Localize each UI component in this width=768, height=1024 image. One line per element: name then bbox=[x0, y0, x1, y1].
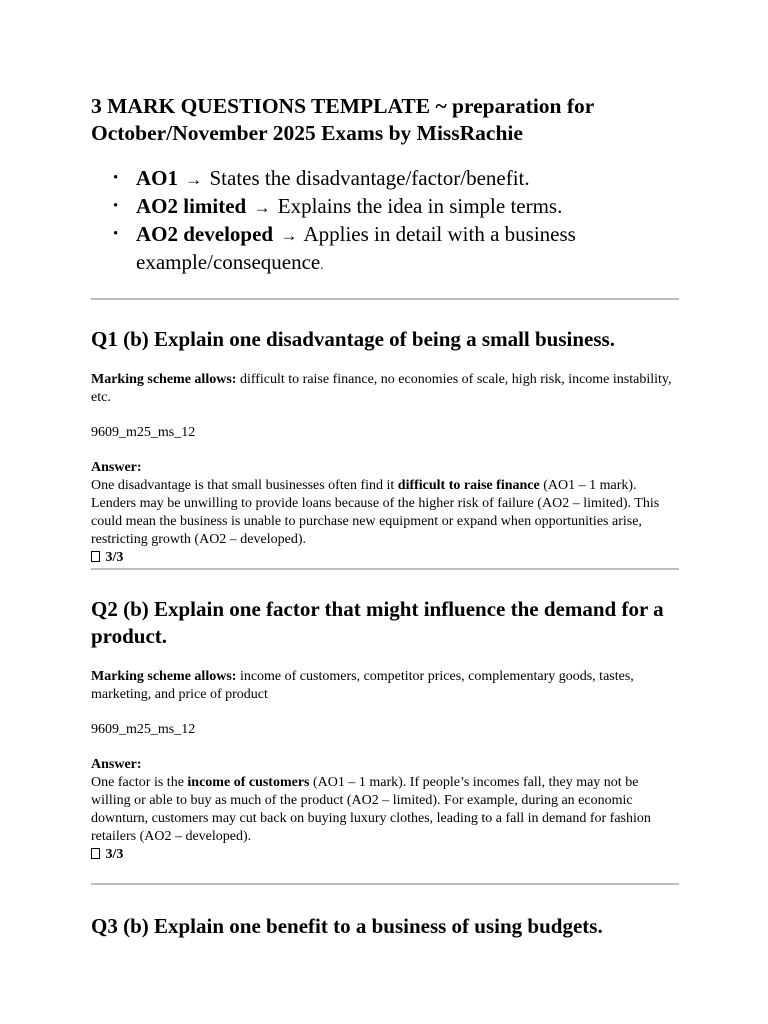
criteria-code: AO2 limited bbox=[136, 194, 247, 218]
checkmark-icon bbox=[91, 551, 100, 562]
right-arrow-icon: → bbox=[185, 170, 203, 189]
answer-text-pre: One disadvantage is that small businesses often find it bbox=[91, 478, 398, 493]
marking-scheme-text: difficult to raise finance, no economies of scale, high risk, income instability, etc. bbox=[91, 372, 672, 405]
answer-key-point: income of customers bbox=[187, 775, 310, 790]
question-heading: Q2 (b) Explain one factor that might influence the demand for a product. bbox=[91, 597, 664, 648]
answer-text-post: (AO1 – 1 mark). If people’s incomes fall, they may not be willing or able to buy as much of the product (AO2 – limited). For example, during an economic downturn, customers may cut back on buying luxury clothes, leading to a fall in demand for fashion retailers (AO2 – developed). bbox=[91, 775, 651, 844]
section-divider bbox=[91, 298, 679, 300]
score-line bbox=[91, 549, 679, 567]
answer-label: Answer: bbox=[91, 460, 142, 475]
assessment-criteria-list bbox=[91, 165, 679, 278]
marking-scheme-text: income of customers, competitor prices, complementary goods, tastes, marketing, and price of product bbox=[91, 669, 634, 702]
right-arrow-icon: → bbox=[280, 226, 298, 245]
score-value: 3/3 bbox=[105, 550, 124, 565]
answer-label: Answer: bbox=[91, 757, 142, 772]
criteria-end-punctuation: . bbox=[320, 257, 324, 272]
marking-scheme bbox=[91, 371, 679, 407]
marking-scheme-label: Marking scheme allows: bbox=[91, 372, 237, 387]
checkmark-icon bbox=[91, 848, 100, 859]
section-divider bbox=[91, 568, 679, 570]
document-content bbox=[91, 93, 679, 940]
criteria-item-ao2-developed bbox=[91, 221, 679, 278]
question-3 bbox=[91, 913, 679, 940]
answer-text-pre: One factor is the bbox=[91, 775, 188, 790]
answer-body bbox=[91, 774, 679, 846]
answer-key-point: difficult to raise finance bbox=[397, 478, 540, 493]
answer-body bbox=[91, 477, 679, 549]
criteria-code: AO1 bbox=[136, 166, 178, 190]
score-line bbox=[91, 846, 679, 864]
paper-code: 9609_m25_ms_12 bbox=[91, 722, 196, 737]
criteria-text: States the disadvantage/factor/benefit. bbox=[209, 166, 530, 190]
criteria-item-ao2-limited bbox=[91, 193, 679, 221]
question-2 bbox=[91, 596, 679, 864]
answer-text-post: (AO1 – 1 mark). Lenders may be unwilling to provide loans because of the higher risk of failure (AO2 – limited). This could mean the business is unable to purchase new equipment or expand when opportunities arise, restricting growth (AO2 – developed). bbox=[91, 478, 660, 547]
question-1 bbox=[91, 326, 679, 567]
criteria-text: Explains the idea in simple terms. bbox=[277, 194, 563, 218]
paper-code: 9609_m25_ms_12 bbox=[91, 425, 196, 440]
score-value: 3/3 bbox=[105, 847, 124, 862]
criteria-text: Applies in detail with a business example/consequence bbox=[136, 222, 576, 274]
bullet-icon: • bbox=[113, 170, 119, 186]
question-heading: Q1 (b) Explain one disadvantage of being a small business. bbox=[91, 327, 615, 351]
criteria-item-ao1 bbox=[91, 165, 679, 193]
question-heading: Q3 (b) Explain one benefit to a business of using budgets. bbox=[91, 914, 603, 938]
criteria-code: AO2 developed bbox=[136, 222, 274, 246]
marking-scheme-label: Marking scheme allows: bbox=[91, 669, 237, 684]
marking-scheme bbox=[91, 668, 679, 704]
bullet-icon: • bbox=[113, 226, 119, 242]
bullet-icon: • bbox=[113, 198, 119, 214]
section-divider bbox=[91, 883, 679, 885]
page-title: 3 MARK QUESTIONS TEMPLATE ~ preparation for October/November 2025 Exams by MissRachie bbox=[91, 94, 594, 145]
right-arrow-icon: → bbox=[253, 198, 271, 217]
